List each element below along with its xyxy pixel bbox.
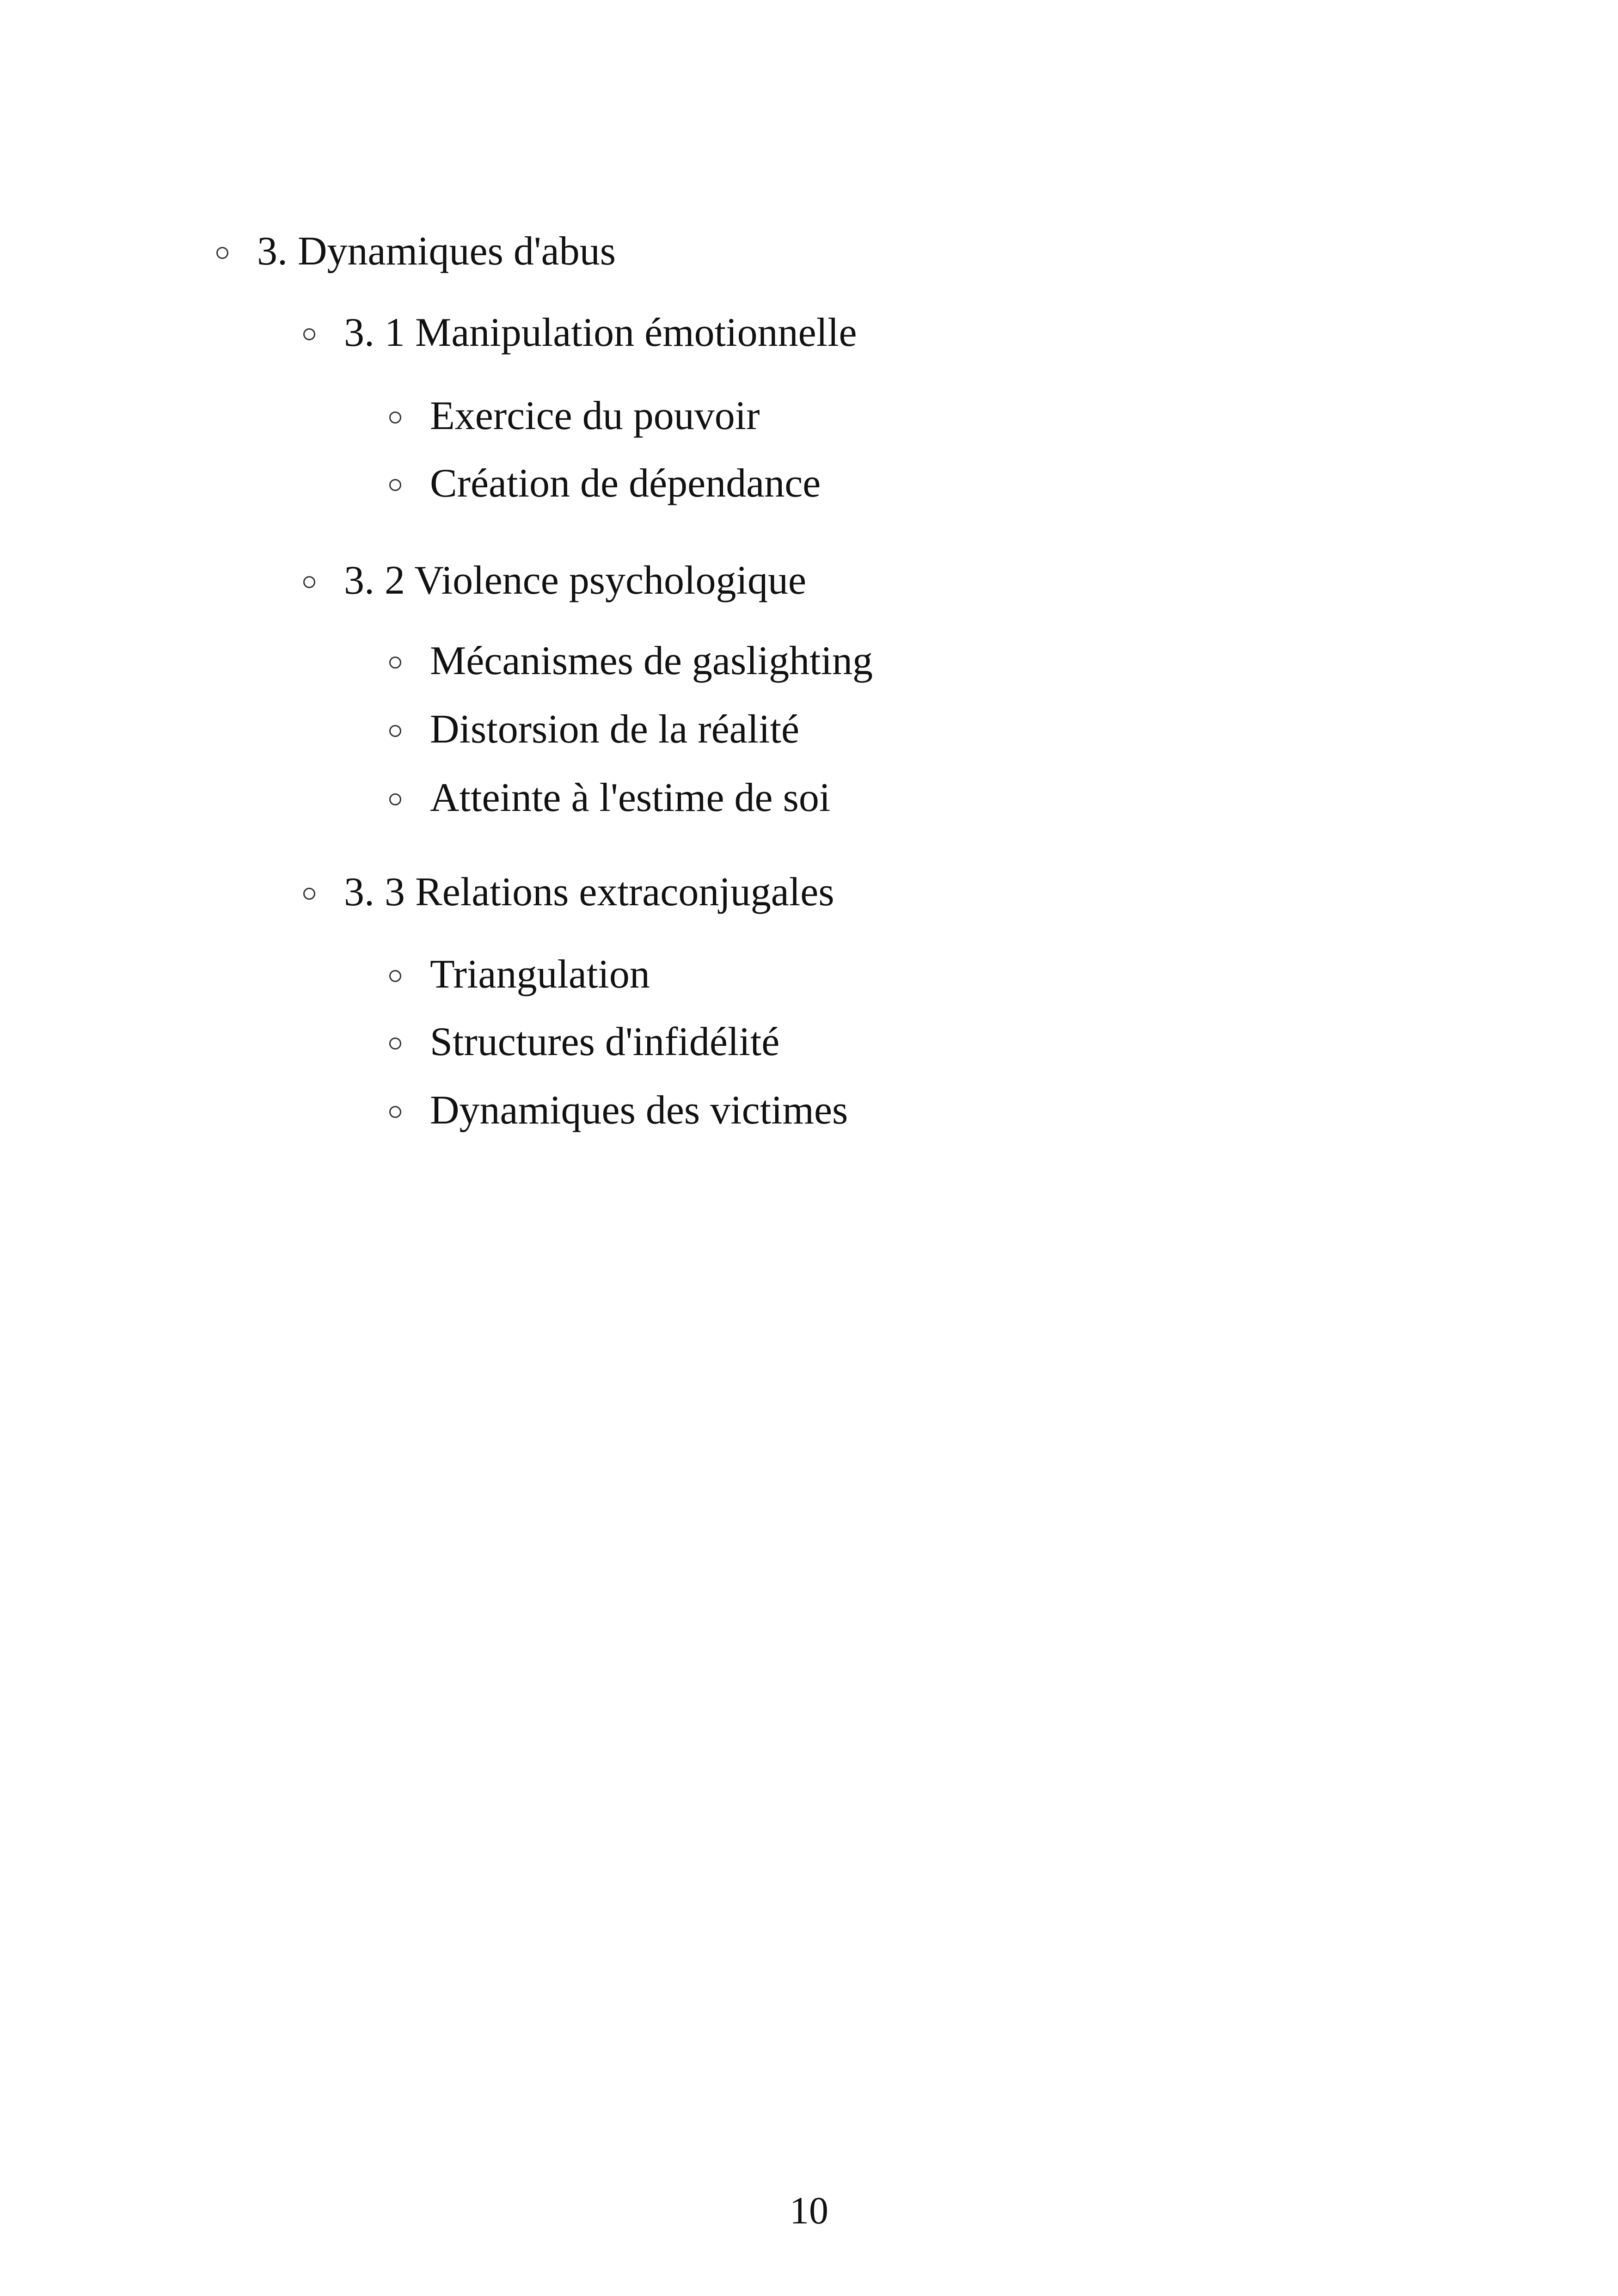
list-item-text: Atteinte à l'estime de soi (430, 775, 831, 820)
circle-bullet-icon (389, 793, 401, 805)
circle-bullet-icon (303, 576, 315, 588)
list-item-text: Triangulation (430, 952, 650, 997)
heading-text: 3. Dynamiques d'abus (257, 229, 616, 274)
circle-bullet-icon (389, 657, 401, 669)
section-title-text: 3. 3 Relations extraconjugales (344, 870, 834, 915)
section-title-text: 3. 1 Manipulation émotionnelle (344, 310, 857, 355)
circle-bullet-icon (216, 247, 228, 259)
circle-bullet-icon (389, 479, 401, 491)
page-number: 10 (790, 2189, 828, 2232)
circle-bullet-icon (389, 411, 401, 424)
list-item-text: Structures d'infidélité (430, 1019, 780, 1064)
circle-bullet-icon (389, 1037, 401, 1050)
circle-bullet-icon (303, 328, 315, 340)
list-item-text: Mécanismes de gaslighting (430, 638, 873, 683)
circle-bullet-icon (389, 725, 401, 737)
section-title-text: 3. 2 Violence psychologique (344, 558, 807, 603)
circle-bullet-icon (303, 888, 315, 900)
circle-bullet-icon (389, 1106, 401, 1118)
list-item-text: Exercice du pouvoir (430, 393, 760, 438)
circle-bullet-icon (389, 970, 401, 982)
list-item-text: Distorsion de la réalité (430, 707, 800, 752)
list-item-text: Création de dépendance (430, 461, 821, 506)
list-item-text: Dynamiques des victimes (430, 1088, 848, 1133)
